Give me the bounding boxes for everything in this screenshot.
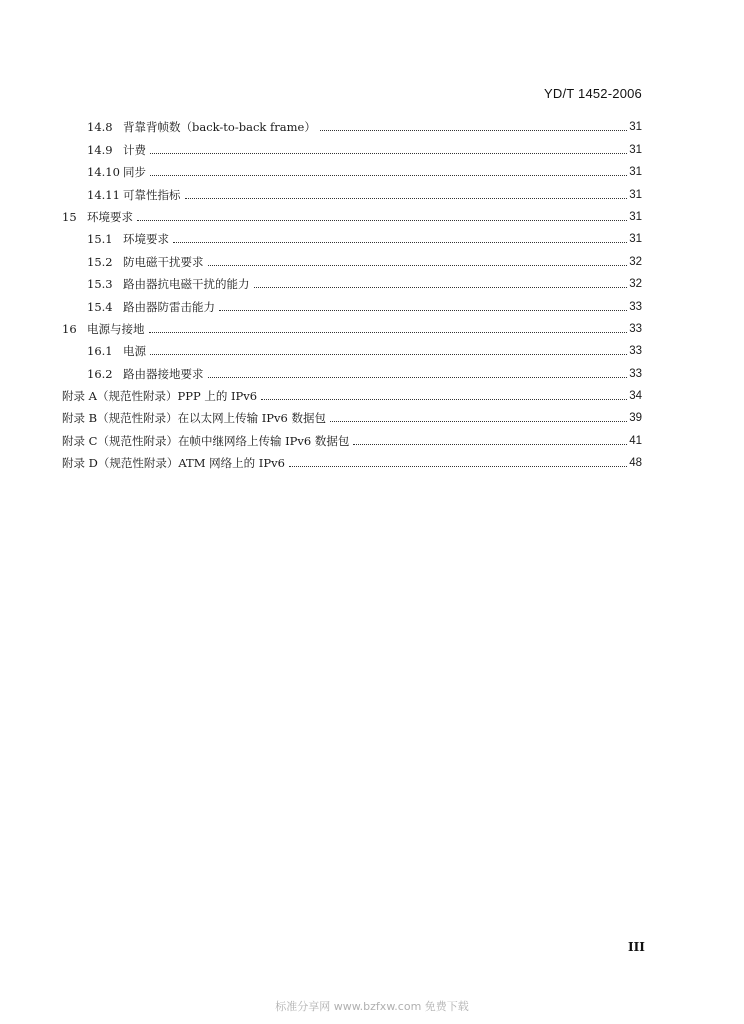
toc-entry-number: 14.10: [87, 165, 120, 180]
toc-entry-number: 15.2: [87, 254, 113, 269]
toc-entry-page: 31: [629, 166, 642, 179]
toc-entry-number: 16.1: [87, 344, 113, 359]
page-number-roman: III: [628, 940, 645, 954]
toc-entry-page: 31: [629, 233, 642, 246]
toc-entry-page: 39: [629, 412, 642, 425]
toc-entry-number: 14.9: [87, 142, 113, 157]
toc-entry[interactable]: [62, 157, 642, 179]
toc-entry-page: 33: [629, 367, 642, 380]
toc-entry-number: 15: [62, 209, 77, 224]
toc-entry-page: 31: [629, 143, 642, 156]
toc-entry-title: 计费: [123, 142, 146, 157]
toc-dot-leader: [185, 198, 628, 199]
toc-appendix-entry[interactable]: [62, 448, 642, 470]
toc-entry-number: 15.4: [87, 299, 113, 314]
toc-chapter-entry[interactable]: [62, 202, 642, 224]
toc-dot-leader: [137, 220, 627, 221]
toc-entry-title: ATM 网络上的 IPv6: [178, 456, 285, 471]
site-watermark: 标准分享网 www.bzfxw.com 免费下载: [275, 1000, 469, 1013]
toc-dot-leader: [320, 130, 627, 131]
toc-entry-title: 电源: [123, 344, 146, 359]
toc-dot-leader: [289, 466, 627, 467]
toc-entry-title: 可靠性指标: [123, 187, 181, 202]
toc-entry-page: 32: [629, 255, 642, 268]
toc-appendix-label: 附录 B（规范性附录）: [62, 411, 178, 426]
toc-entry-title: PPP 上的 IPv6: [177, 389, 258, 404]
toc-entry-title: 电源与接地: [87, 321, 145, 336]
toc-entry-title: 背靠背帧数（back-to-back frame）: [123, 120, 316, 135]
toc-entry[interactable]: [62, 179, 642, 201]
toc-entry-title: 环境要求: [123, 232, 169, 247]
toc-entry-page: 34: [629, 390, 642, 403]
toc-entry[interactable]: [62, 112, 642, 134]
toc-entry[interactable]: [62, 269, 642, 291]
toc-entry-title: 在帧中继网络上传输 IPv6 数据包: [177, 433, 350, 448]
toc-entry-number: 16: [62, 321, 77, 336]
toc-dot-leader: [353, 444, 627, 445]
toc-entry-title: 防电磁干扰要求: [123, 254, 204, 269]
toc-entry-page: 31: [629, 188, 642, 201]
toc-dot-leader: [219, 310, 627, 311]
toc-chapter-entry[interactable]: [62, 314, 642, 336]
toc-entry-title: 路由器防雷击能力: [123, 299, 215, 314]
toc-entry-page: 31: [629, 121, 642, 134]
toc-dot-leader: [261, 399, 627, 400]
toc-entry-number: 14.8: [87, 120, 113, 135]
toc-appendix-entry[interactable]: [62, 381, 642, 403]
toc-dot-leader: [150, 354, 627, 355]
toc-entry-page: 33: [629, 345, 642, 358]
toc-entry-page: 33: [629, 300, 642, 313]
toc-dot-leader: [254, 287, 628, 288]
toc-entry-number: 15.1: [87, 232, 113, 247]
toc-dot-leader: [208, 265, 628, 266]
toc-appendix-entry[interactable]: [62, 403, 642, 425]
toc-entry[interactable]: [62, 291, 642, 313]
toc-entry[interactable]: [62, 134, 642, 156]
toc-entry-page: 32: [629, 278, 642, 291]
toc-entry-number: 15.3: [87, 277, 113, 292]
toc-dot-leader: [173, 242, 627, 243]
toc-dot-leader: [330, 421, 627, 422]
toc-entry-title: 路由器接地要求: [123, 366, 204, 381]
toc-entry-page: 33: [629, 322, 642, 335]
toc-appendix-label: 附录 A（规范性附录）: [62, 389, 178, 404]
toc-dot-leader: [208, 377, 628, 378]
toc-entry[interactable]: [62, 336, 642, 358]
toc-dot-leader: [150, 153, 627, 154]
toc-entry-page: 41: [629, 434, 642, 447]
standard-number: YD/T 1452-2006: [544, 86, 642, 101]
toc-dot-leader: [150, 175, 627, 176]
toc-entry[interactable]: [62, 224, 642, 246]
toc-appendix-entry[interactable]: [62, 425, 642, 447]
toc-entry-title: 环境要求: [87, 209, 133, 224]
table-of-contents: [62, 112, 642, 470]
toc-entry-number: 14.11: [87, 187, 120, 202]
toc-entry-title: 路由器抗电磁干扰的能力: [123, 277, 250, 292]
toc-entry-page: 31: [629, 210, 642, 223]
toc-dot-leader: [149, 332, 628, 333]
toc-appendix-label: 附录 D（规范性附录）: [62, 456, 179, 471]
toc-entry-title: 同步: [123, 165, 146, 180]
toc-entry-page: 48: [629, 457, 642, 470]
toc-entry[interactable]: [62, 358, 642, 380]
toc-entry-number: 16.2: [87, 366, 113, 381]
toc-entry-title: 在以太网上传输 IPv6 数据包: [177, 411, 327, 426]
toc-entry[interactable]: [62, 246, 642, 268]
toc-appendix-label: 附录 C（规范性附录）: [62, 433, 178, 448]
